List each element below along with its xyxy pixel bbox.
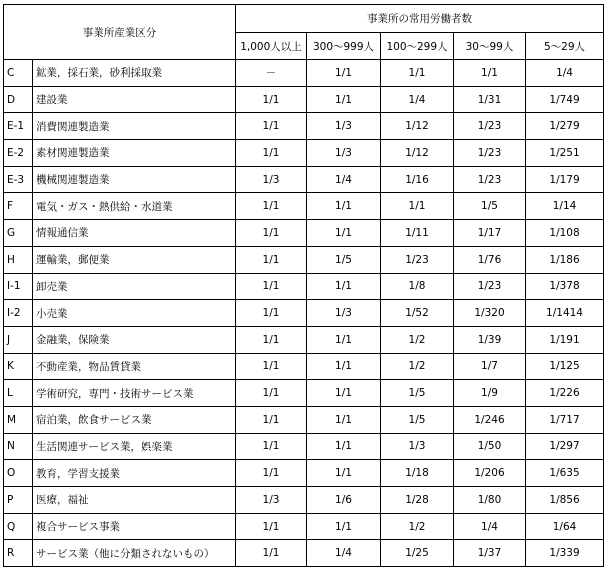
ratio-cell: 1/3 [381,433,454,460]
ratio-cell: 1/1 [454,60,526,87]
ratio-cell: 1/4 [381,86,454,113]
industry-code: E-2 [4,140,33,167]
table-row [4,326,604,353]
ratio-cell: 1/5 [381,406,454,433]
table-row [4,113,604,140]
industry-code: C [4,60,33,87]
ratio-cell: 1/12 [381,113,454,140]
ratio-cell: 1/1 [307,433,381,460]
ratio-cell: 1/4 [307,540,381,567]
industry-name: 医療，福祉 [33,487,236,514]
ratio-cell: 1/52 [381,300,454,327]
ratio-cell: 1/5 [307,246,381,273]
ratio-cell: 1/246 [454,406,526,433]
ratio-cell: 1/1 [236,220,307,247]
column-header: 1,000人以上 [236,33,307,60]
ratio-cell: 1/23 [381,246,454,273]
ratio-cell: 1/1 [236,140,307,167]
table-row [4,273,604,300]
ratio-cell: 1/635 [526,460,604,487]
industry-code: I-2 [4,300,33,327]
industry-name: 電気・ガス・熱供給・水道業 [33,193,236,220]
ratio-cell: 1/1 [307,220,381,247]
ratio-cell: 1/1 [236,353,307,380]
industry-name: 教育，学習支援業 [33,460,236,487]
industry-name: 複合サービス事業 [33,513,236,540]
ratio-cell: 1/14 [526,193,604,220]
ratio-cell: 1/18 [381,460,454,487]
industry-code: M [4,406,33,433]
industry-name: 学術研究，専門・技術サービス業 [33,380,236,407]
ratio-cell: 1/1 [236,540,307,567]
ratio-cell: 1/251 [526,140,604,167]
column-header: 100～299人 [381,33,454,60]
column-header: 5～29人 [526,33,604,60]
industry-name: 生活関連サービス業，娯楽業 [33,433,236,460]
ratio-cell: 1/1 [307,460,381,487]
ratio-cell: － [236,60,307,87]
industry-name: 不動産業，物品賃貸業 [33,353,236,380]
ratio-cell: 1/1 [236,326,307,353]
ratio-cell: 1/3 [236,487,307,514]
ratio-cell: 1/9 [454,380,526,407]
industry-name: 小売業 [33,300,236,327]
table-row [4,513,604,540]
ratio-cell: 1/297 [526,433,604,460]
ratio-cell: 1/1 [307,86,381,113]
ratio-cell: 1/1 [307,193,381,220]
ratio-cell: 1/108 [526,220,604,247]
ratio-cell: 1/4 [526,60,604,87]
table-row [4,166,604,193]
ratio-cell: 1/8 [381,273,454,300]
industry-code: E-3 [4,166,33,193]
ratio-cell: 1/7 [454,353,526,380]
table-row [4,380,604,407]
ratio-cell: 1/3 [307,300,381,327]
industry-code: I-1 [4,273,33,300]
ratio-cell: 1/28 [381,487,454,514]
table-row [4,353,604,380]
industry-code: H [4,246,33,273]
industry-code: Q [4,513,33,540]
industry-code: L [4,380,33,407]
sampling-ratio-table [3,4,604,567]
ratio-cell: 1/12 [381,140,454,167]
ratio-cell: 1/76 [454,246,526,273]
ratio-cell: 1/179 [526,166,604,193]
ratio-cell: 1/31 [454,86,526,113]
industry-code: D [4,86,33,113]
ratio-cell: 1/1 [307,406,381,433]
industry-name: 建設業 [33,86,236,113]
industry-code: E-1 [4,113,33,140]
ratio-cell: 1/1 [307,60,381,87]
ratio-cell: 1/1 [236,246,307,273]
ratio-cell: 1/1 [307,326,381,353]
table-row [4,540,604,567]
industry-name: 消費関連製造業 [33,113,236,140]
ratio-cell: 1/191 [526,326,604,353]
ratio-cell: 1/1 [236,300,307,327]
ratio-cell: 1/226 [526,380,604,407]
industry-code: K [4,353,33,380]
table-row [4,433,604,460]
ratio-cell: 1/1 [236,113,307,140]
ratio-cell: 1/749 [526,86,604,113]
ratio-cell: 1/1 [236,406,307,433]
ratio-cell: 1/1 [236,380,307,407]
ratio-cell: 1/16 [381,166,454,193]
industry-code: F [4,193,33,220]
ratio-cell: 1/37 [454,540,526,567]
ratio-cell: 1/125 [526,353,604,380]
ratio-cell: 1/1 [307,353,381,380]
industry-code: O [4,460,33,487]
ratio-cell: 1/2 [381,513,454,540]
table-row [4,86,604,113]
category-header: 事業所産業区分 [4,5,236,60]
column-header: 30～99人 [454,33,526,60]
table-row [4,300,604,327]
ratio-cell: 1/17 [454,220,526,247]
ratio-cell: 1/186 [526,246,604,273]
ratio-cell: 1/23 [454,273,526,300]
ratio-cell: 1/4 [307,166,381,193]
ratio-cell: 1/2 [381,326,454,353]
ratio-cell: 1/3 [307,113,381,140]
ratio-cell: 1/1 [236,86,307,113]
industry-name: 卸売業 [33,273,236,300]
ratio-cell: 1/1 [236,460,307,487]
industry-code: R [4,540,33,567]
ratio-cell: 1/3 [307,140,381,167]
table-row [4,220,604,247]
industry-code: N [4,433,33,460]
table-row [4,460,604,487]
ratio-cell: 1/5 [381,380,454,407]
header-row-top [4,5,604,33]
industry-name: 素材関連製造業 [33,140,236,167]
employee-size-group-header: 事業所の常用労働者数 [236,5,604,33]
ratio-cell: 1/1 [381,60,454,87]
industry-name: 機械関連製造業 [33,166,236,193]
table-row [4,193,604,220]
ratio-cell: 1/23 [454,166,526,193]
industry-code: J [4,326,33,353]
table-row [4,140,604,167]
table-row [4,406,604,433]
industry-name: 情報通信業 [33,220,236,247]
ratio-cell: 1/1414 [526,300,604,327]
ratio-cell: 1/23 [454,113,526,140]
industry-name: 鉱業，採石業，砂利採取業 [33,60,236,87]
ratio-cell: 1/5 [454,193,526,220]
ratio-cell: 1/1 [236,273,307,300]
industry-name: サービス業（他に分類されないもの） [33,540,236,567]
industry-code: P [4,487,33,514]
ratio-cell: 1/279 [526,113,604,140]
ratio-cell: 1/3 [236,166,307,193]
table-row [4,487,604,514]
ratio-cell: 1/320 [454,300,526,327]
ratio-cell: 1/1 [236,193,307,220]
ratio-cell: 1/25 [381,540,454,567]
industry-name: 運輸業，郵便業 [33,246,236,273]
ratio-cell: 1/717 [526,406,604,433]
table-row [4,60,604,87]
ratio-cell: 1/11 [381,220,454,247]
industry-name: 金融業，保険業 [33,326,236,353]
ratio-cell: 1/206 [454,460,526,487]
ratio-cell: 1/339 [526,540,604,567]
ratio-cell: 1/6 [307,487,381,514]
table-body [4,60,604,567]
ratio-cell: 1/1 [236,433,307,460]
ratio-cell: 1/1 [236,513,307,540]
industry-name: 宿泊業，飲食サービス業 [33,406,236,433]
ratio-cell: 1/39 [454,326,526,353]
ratio-cell: 1/378 [526,273,604,300]
industry-code: G [4,220,33,247]
ratio-cell: 1/1 [307,380,381,407]
ratio-cell: 1/4 [454,513,526,540]
ratio-cell: 1/1 [307,273,381,300]
ratio-cell: 1/80 [454,487,526,514]
ratio-cell: 1/23 [454,140,526,167]
ratio-cell: 1/1 [307,513,381,540]
ratio-cell: 1/856 [526,487,604,514]
table-row [4,246,604,273]
ratio-cell: 1/64 [526,513,604,540]
ratio-cell: 1/50 [454,433,526,460]
ratio-cell: 1/1 [381,193,454,220]
ratio-cell: 1/2 [381,353,454,380]
column-header: 300～999人 [307,33,381,60]
